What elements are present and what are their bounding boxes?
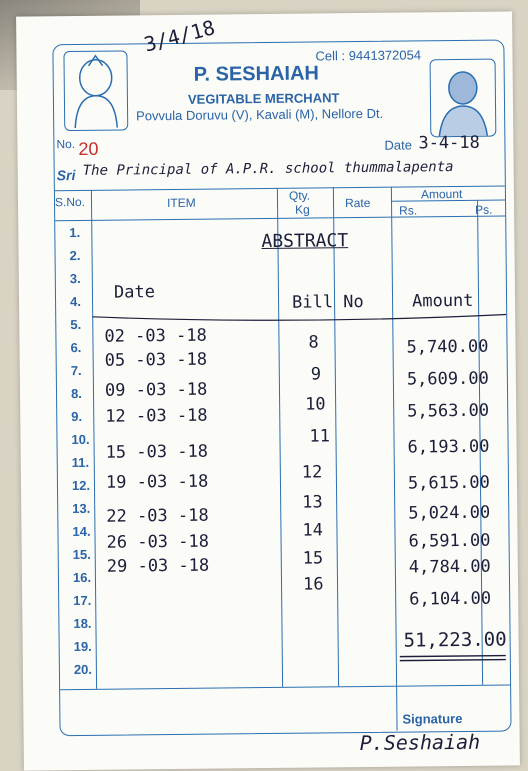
hw-col-bill: Bill No [291, 291, 364, 313]
hw-col-amount: Amount [411, 290, 474, 312]
date-value: 3-4-18 [418, 132, 480, 154]
signature-label: Signature [402, 710, 463, 727]
row-bill-6: 13 [302, 492, 323, 513]
row-bill-5: 12 [301, 462, 323, 483]
row-amount-7: 6,591.00 [408, 530, 491, 552]
serial-18: 18. [73, 615, 92, 632]
top-note: 3/4/18 [141, 15, 218, 57]
col-kg: Kg [295, 202, 310, 217]
abstract-title: ABSTRACT [261, 230, 349, 253]
total-underline [396, 652, 510, 663]
total-amount: 51,223.00 [403, 628, 507, 652]
serial-9: 9. [71, 408, 83, 425]
merchant-address: Povvula Doruvu (V), Kavali (M), Nellore Dt. [136, 105, 384, 124]
row-bill-8: 15 [302, 548, 324, 569]
merchant-trade: VEGITABLE MERCHANT [187, 90, 340, 107]
row-date-7: 22 -03 -18 [106, 505, 209, 527]
sri-value: The Principal of A.P.R. school thummalapenta [82, 159, 454, 179]
col-amount: Amount [420, 186, 463, 202]
serial-12: 12. [71, 477, 91, 494]
row-bill-1: 8 [308, 332, 319, 353]
cell-number: Cell : 9441372054 [315, 47, 422, 64]
row-bill-9: 16 [302, 574, 324, 595]
row-amount-5: 5,615.00 [407, 472, 490, 494]
row-date-9: 29 -03 -18 [106, 555, 210, 577]
row-date-3: 09 -03 -18 [104, 379, 208, 401]
serial-8: 8. [70, 385, 82, 402]
serial-14: 14. [72, 523, 91, 540]
row-date-5: 15 -03 -18 [105, 441, 209, 463]
bill-no-label: No. [56, 137, 76, 152]
saint-portrait [430, 59, 497, 138]
bill-form [52, 15, 511, 737]
row-date-4: 12 -03 -18 [105, 405, 208, 427]
serial-1: 1. [69, 224, 81, 241]
handwritten-signature: P.Seshaiah [359, 729, 481, 756]
row-bill-3: 10 [305, 394, 326, 415]
merchant-name: P. SESHAIAH [193, 62, 320, 86]
row-amount-2: 5,609.00 [406, 368, 489, 390]
serial-6: 6. [70, 339, 82, 356]
serial-5: 5. [70, 316, 82, 333]
date-label: Date [384, 137, 412, 153]
serial-16: 16. [72, 569, 92, 586]
serial-7: 7. [70, 362, 82, 379]
serial-4: 4. [69, 293, 81, 310]
col-rs: Rs. [399, 203, 418, 218]
serial-10: 10. [71, 431, 90, 448]
serial-11: 11. [71, 454, 90, 471]
row-date-1: 02 -03 -18 [104, 325, 207, 347]
row-amount-4: 6,193.00 [407, 436, 490, 458]
row-amount-8: 4,784.00 [408, 556, 491, 578]
row-date-6: 19 -03 -18 [105, 471, 209, 493]
row-amount-1: 5,740.00 [406, 336, 489, 358]
row-bill-2: 9 [310, 364, 322, 385]
row-date-8: 26 -03 -18 [106, 531, 210, 553]
col-qty: Qty. [288, 188, 311, 203]
bill-no-value: 20 [78, 138, 99, 159]
row-amount-6: 5,024.00 [408, 502, 491, 524]
col-rate: Rate [344, 195, 371, 211]
col-item: ITEM [166, 195, 196, 211]
row-bill-7: 14 [302, 520, 324, 541]
serial-19: 19. [73, 638, 92, 655]
row-amount-3: 5,563.00 [407, 400, 490, 422]
sri-label: Sri [56, 167, 76, 184]
col-ps: Ps. [475, 202, 493, 217]
serial-3: 3. [69, 270, 81, 287]
deity-logo [63, 50, 128, 131]
serial-2: 2. [69, 247, 81, 264]
row-amount-9: 6,104.00 [409, 588, 492, 610]
bill-paper [16, 11, 520, 770]
row-date-2: 05 -03 -18 [104, 349, 208, 371]
hw-header-underline [92, 309, 506, 327]
col-sno: S.No. [54, 194, 86, 210]
serial-20: 20. [73, 661, 93, 678]
serial-15: 15. [72, 546, 91, 563]
serial-13: 13. [72, 500, 91, 517]
row-bill-4: 11 [309, 426, 331, 447]
serial-17: 17. [73, 592, 92, 609]
hw-col-date: Date [113, 282, 156, 303]
